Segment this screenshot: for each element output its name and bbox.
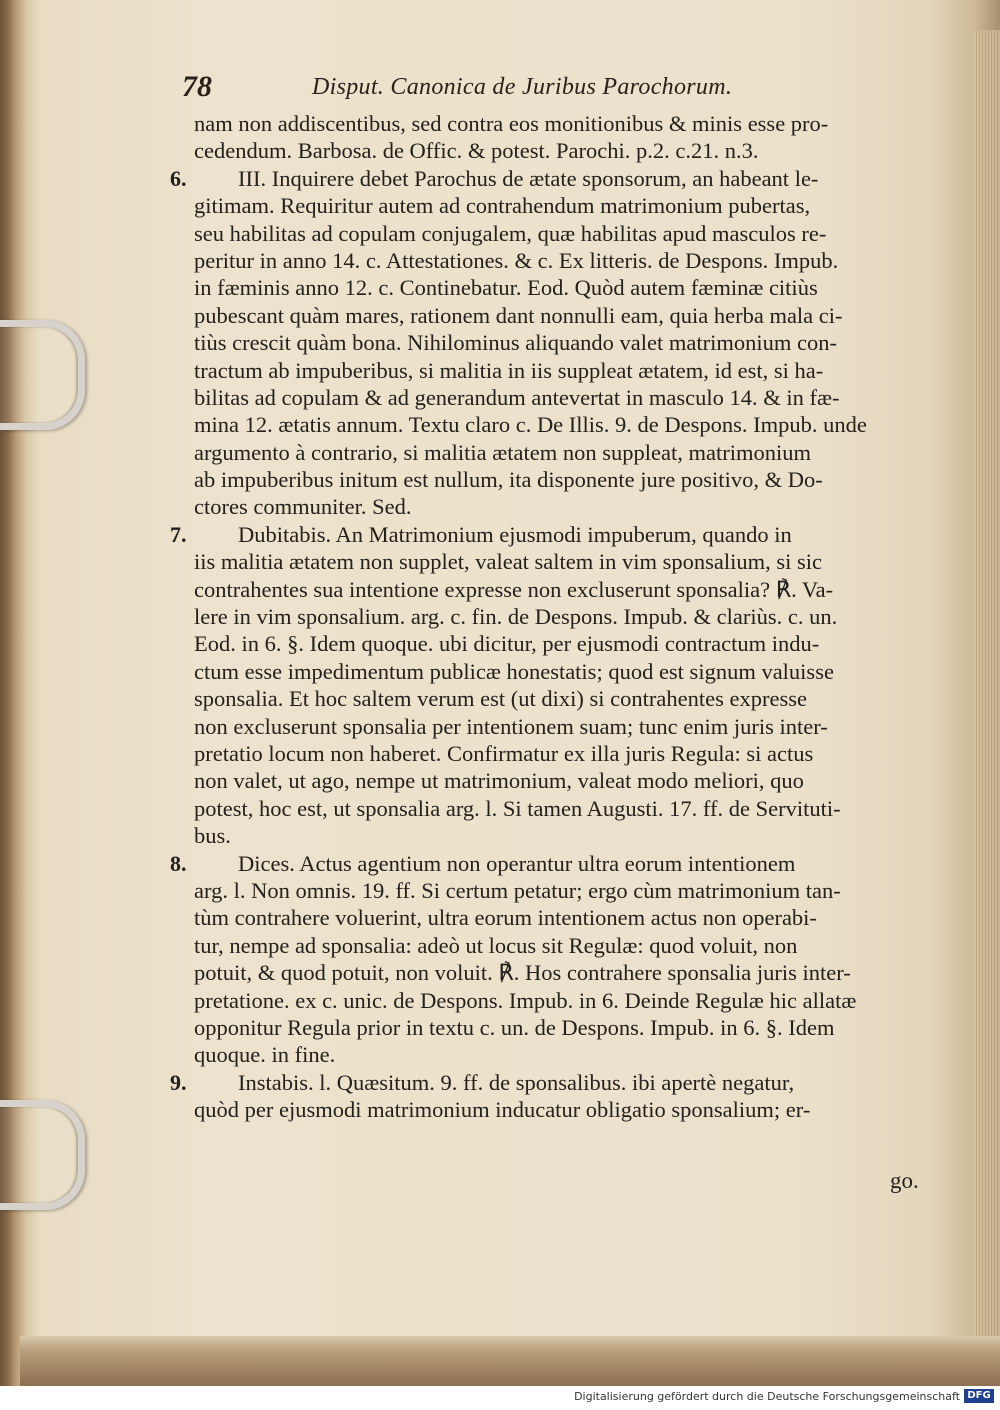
line-text: potuit, & quod potuit, non voluit. ℟. Hos contrahere sponsalia juris inter- [194, 960, 851, 986]
page-header [182, 72, 942, 106]
text-line [194, 1014, 932, 1041]
paragraph-number: 6. [170, 165, 187, 191]
line-text: pretatio locum non haberet. Confirmatur ex illa juris Regula: si actus [194, 740, 814, 766]
book-bottom-edge [20, 1336, 1000, 1386]
text-line [194, 274, 932, 301]
text-line [194, 1041, 932, 1068]
line-text: opponitur Regula prior in textu c. un. de Despons. Impub. in 6. §. Idem [194, 1014, 835, 1040]
catchword: go. [890, 1168, 919, 1193]
text-line [194, 439, 932, 466]
page-edges [974, 30, 1000, 1336]
text-line [194, 932, 932, 959]
line-text: peritur in anno 14. c. Attestationes. & c. Ex litteris. de Despons. Impub. [194, 247, 839, 273]
line-text: Dubitabis. An Matrimonium ejusmodi impuberum, quando in [238, 521, 792, 547]
line-text: pretatione. ex c. unic. de Despons. Impub. in 6. Deinde Regulæ hic allatæ [194, 987, 857, 1013]
text-line [194, 411, 932, 438]
text-line [170, 165, 932, 192]
line-text: ab impuberibus initum est nullum, ita disponente jure positivo, & Do- [194, 467, 823, 493]
paragraph-number: 7. [170, 521, 187, 547]
text-line [194, 740, 932, 767]
text-line [170, 1069, 932, 1096]
text-line [194, 877, 932, 904]
text-line [194, 548, 932, 575]
line-text: sponsalia. Et hoc saltem verum est (ut dixi) si contrahentes expresse [194, 686, 807, 712]
footer-bar [0, 1386, 1000, 1410]
line-text: ctum esse impedimentum publicæ honestatis; quod est signum valuisse [194, 658, 834, 684]
line-text: quòd per ejusmodi matrimonium inducatur obligatio sponsalium; er- [194, 1097, 811, 1123]
line-text: ctores communiter. Sed. [194, 494, 412, 520]
line-text: non valet, ut ago, nempe ut matrimonium, valeat modo meliori, quo [194, 768, 804, 794]
text-line [194, 603, 932, 630]
text-line [170, 850, 932, 877]
text-line [194, 987, 932, 1014]
line-text: cedendum. Barbosa. de Offic. & potest. Parochi. p.2. c.21. n.3. [194, 138, 759, 164]
page-number: 78 [182, 70, 212, 103]
text-line [170, 521, 932, 548]
text-line [194, 192, 932, 219]
line-text: pubescant quàm mares, rationem dant nonnulli eam, quia herba mala ci- [194, 302, 843, 328]
text-line [194, 904, 932, 931]
text-line [194, 466, 932, 493]
text-line [194, 630, 932, 657]
text-line [194, 822, 932, 849]
line-text: in fæminis anno 12. c. Continebatur. Eod. Quòd autem fæminæ citiùs [194, 275, 818, 301]
line-text: Eod. in 6. §. Idem quoque. ubi dicitur, per ejusmodi contractum indu- [194, 631, 820, 657]
text-line [194, 493, 932, 520]
line-text: seu habilitas ad copulam conjugalem, quæ habilitas apud masculos re- [194, 220, 827, 246]
text-line [194, 110, 932, 137]
line-text: tùm contrahere voluerint, ultra eorum intentionem actus non operabi- [194, 905, 817, 931]
text-line [194, 302, 932, 329]
text-line [194, 384, 932, 411]
text-line [194, 658, 932, 685]
footer-credit: Digitalisierung gefördert durch die Deutsche Forschungsgemeinschaft [574, 1390, 960, 1403]
text-line [194, 713, 932, 740]
text-line [194, 357, 932, 384]
text-line [194, 795, 932, 822]
line-text: III. Inquirere debet Parochus de ætate sponsorum, an habeant le- [238, 165, 819, 191]
text-line [194, 576, 932, 603]
line-text: gitimam. Requiritur autem ad contrahendum matrimonium pubertas, [194, 193, 811, 219]
line-text: iis malitia ætatem non supplet, valeat saltem in vim sponsalium, si sic [194, 549, 823, 575]
paragraph-number: 9. [170, 1069, 187, 1095]
line-text: contrahentes sua intentione expresse non excluserunt sponsalia? ℟. Va- [194, 576, 834, 602]
line-text: Instabis. l. Quæsitum. 9. ff. de sponsalibus. ibi apertè negatur, [238, 1069, 795, 1095]
text-line [194, 220, 932, 247]
line-text: potest, hoc est, ut sponsalia arg. l. Si tamen Augusti. 17. ff. de Servituti- [194, 795, 841, 821]
page-clip-bottom [0, 1100, 85, 1210]
line-text: arg. l. Non omnis. 19. ff. Si certum petatur; ergo cùm matrimonium tan- [194, 877, 841, 903]
page-clip-top [0, 320, 85, 430]
text-line [194, 767, 932, 794]
line-text: mina 12. ætatis annum. Textu claro c. De Illis. 9. de Despons. Impub. unde [194, 412, 867, 438]
dfg-logo: DFG [964, 1389, 994, 1403]
line-text: non excluserunt sponsalia per intentionem suam; tunc enim juris inter- [194, 713, 828, 739]
body-text [170, 110, 932, 1123]
line-text: nam non addiscentibus, sed contra eos monitionibus & minis esse pro- [194, 111, 829, 136]
line-text: quoque. in fine. [194, 1042, 336, 1068]
line-text: Dices. Actus agentium non operantur ultra eorum intentionem [238, 850, 796, 876]
line-text: bilitas ad copulam & ad generandum antevertat in masculo 14. & in fæ- [194, 384, 840, 410]
text-line [194, 329, 932, 356]
running-title: Disput. Canonica de Juribus Parochorum. [312, 74, 733, 100]
line-text: lere in vim sponsalium. arg. c. fin. de Despons. Impub. & clariùs. c. un. [194, 604, 838, 630]
line-text: tur, nempe ad sponsalia: adeò ut locus sit Regulæ: quod voluit, non [194, 932, 798, 958]
line-text: tiùs crescit quàm bona. Nihilominus aliquando valet matrimonium con- [194, 330, 837, 356]
text-line [194, 685, 932, 712]
text-line [194, 247, 932, 274]
text-line [194, 137, 932, 164]
paragraph-number: 8. [170, 850, 187, 876]
text-line [194, 959, 932, 986]
text-line [194, 1096, 932, 1123]
line-text: argumento à contrario, si malitia ætatem non suppleat, matrimonium [194, 439, 811, 465]
line-text: bus. [194, 823, 231, 849]
line-text: tractum ab impuberibus, si malitia in iis suppleat ætatem, id est, si ha- [194, 357, 824, 383]
